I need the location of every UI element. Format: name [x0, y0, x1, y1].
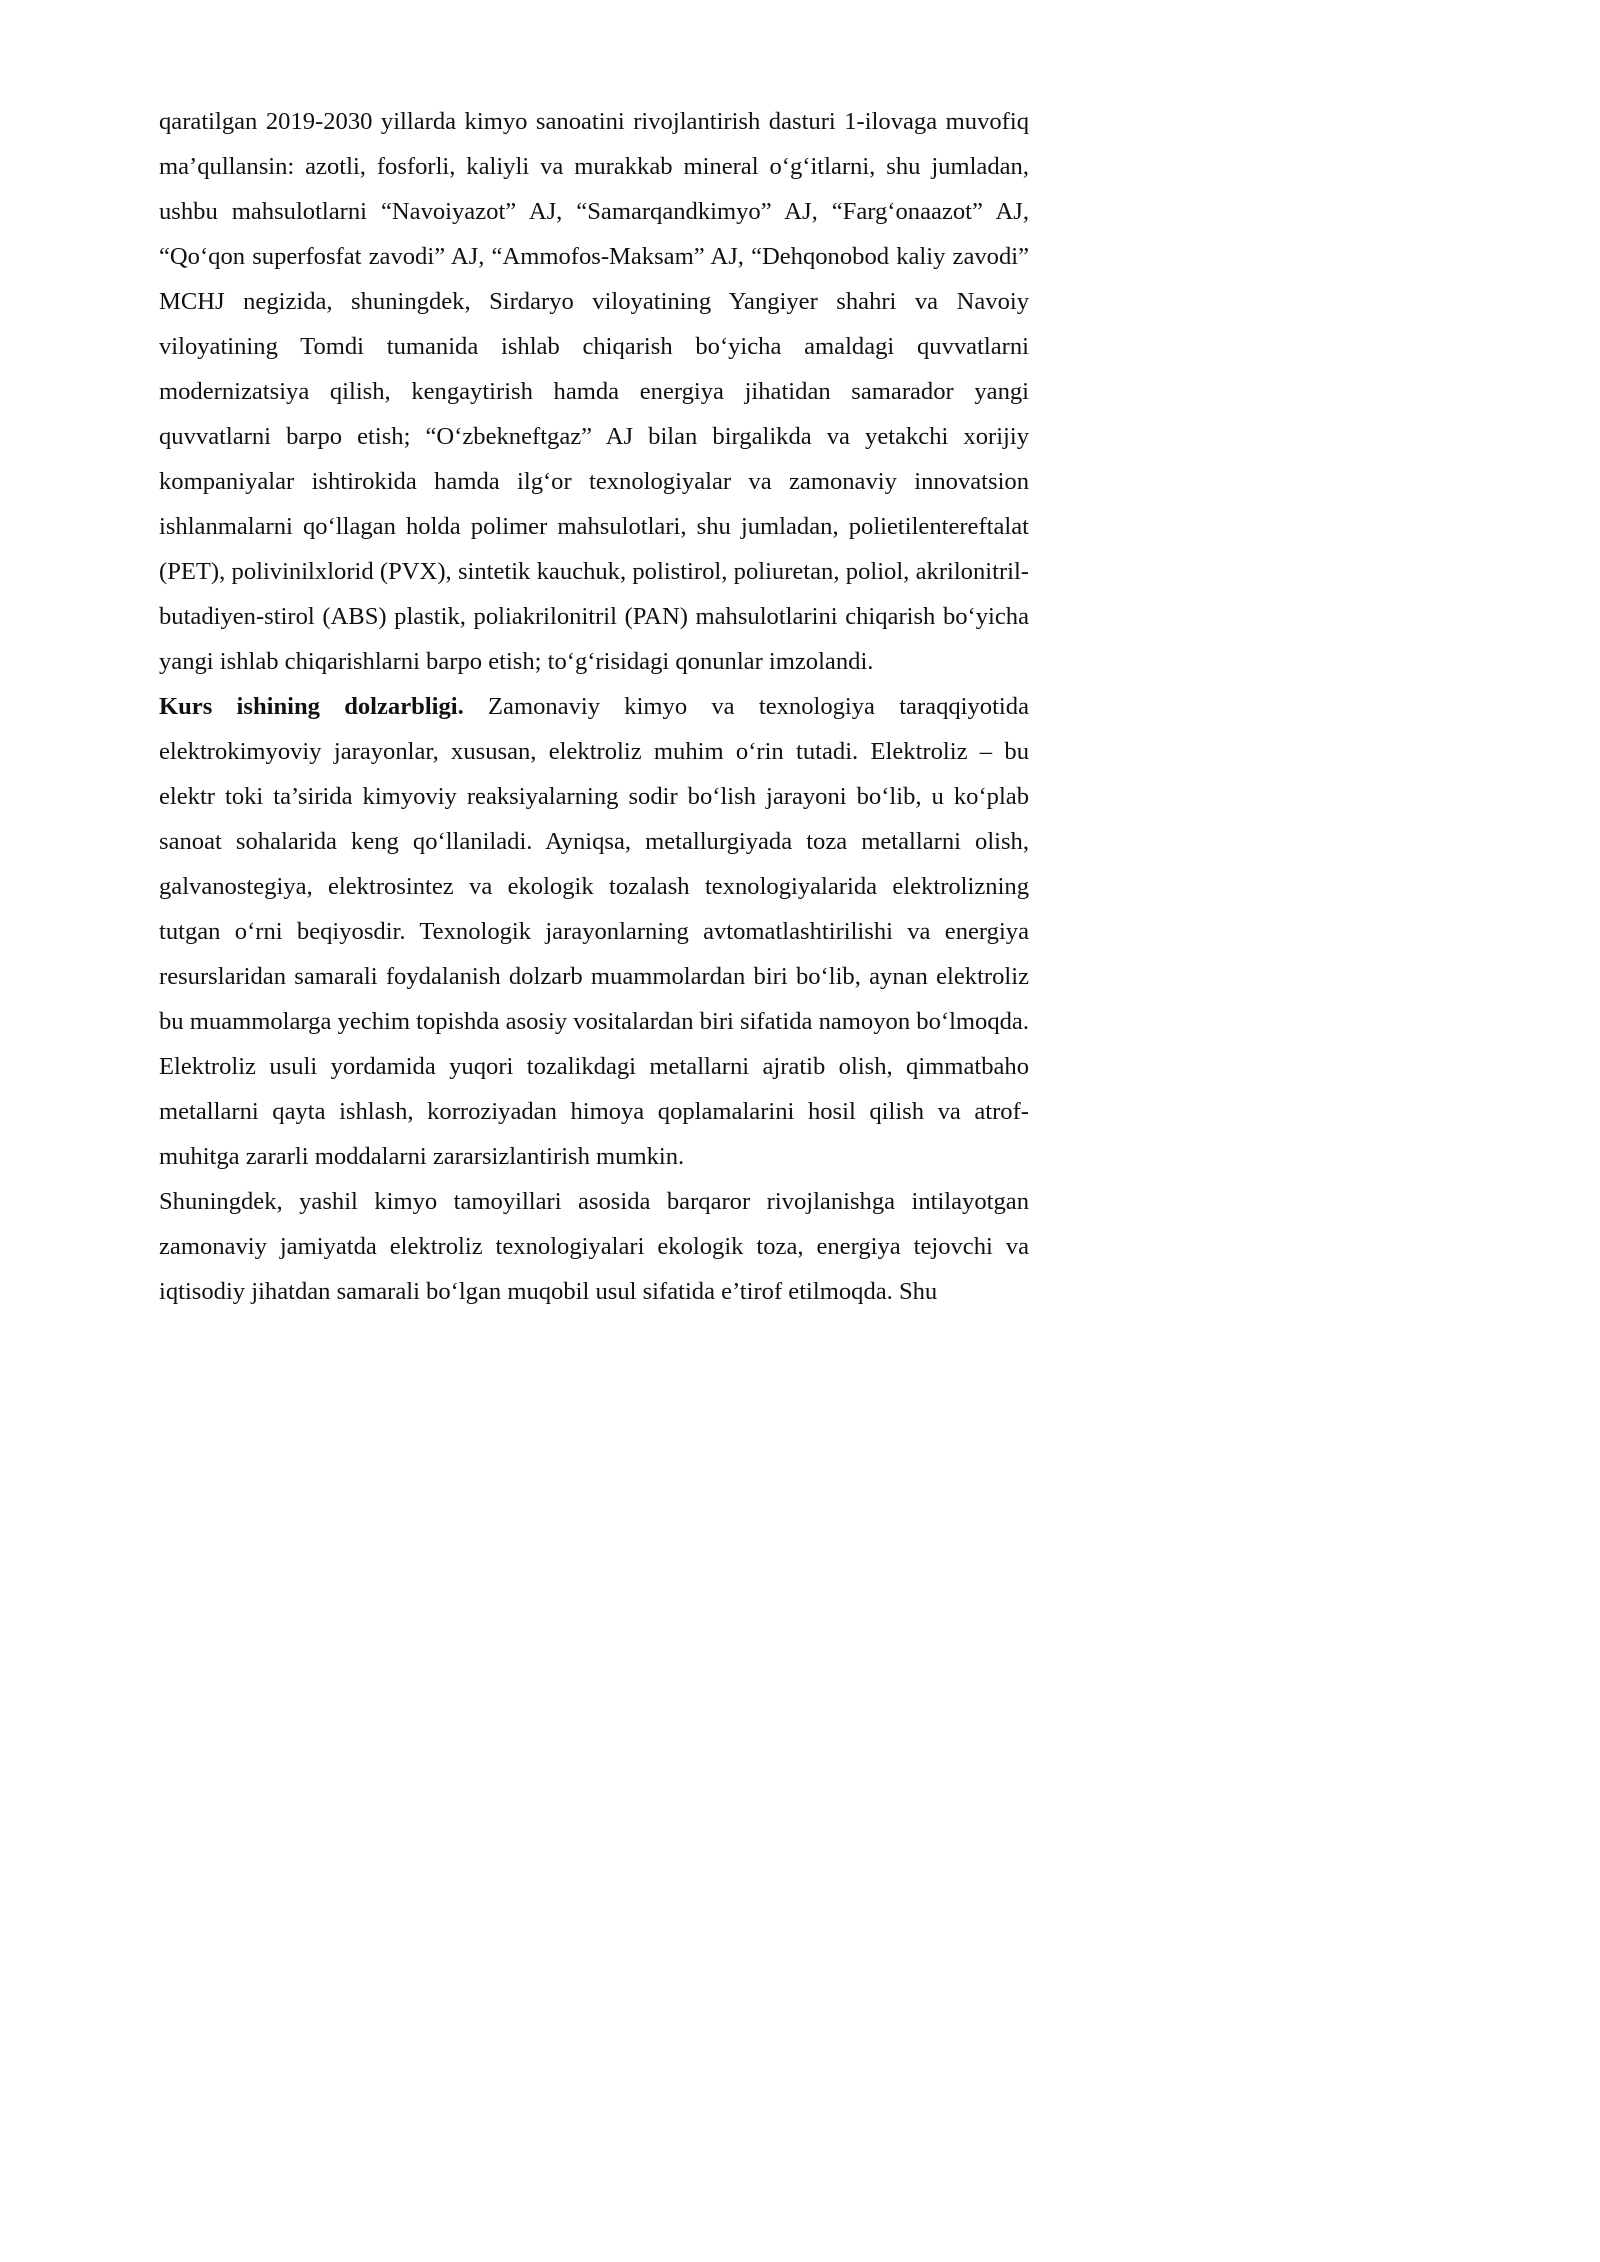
paragraph-text: Zamonaviy kimyo va texnologiya taraqqiyotida elektrokimyoviy jarayonlar, xususan, elektroliz muhim o‘rin tutadi. Elektroliz – bu elektr toki ta’sirida kimyoviy reaksiyalarning sodir bo‘lish jarayoni bo‘lib, u ko‘plab sanoat sohalarida keng qo‘llaniladi. Ayniqsa, metallurgiyada toza metallarni olish, galvanostegiya, elektrosintez va ekologik tozalash texnologiyalarida elektrolizning tutgan o‘rni beqiyosdir. Texnologik jarayonlarning avtomatlashtirilishi va energiya resurslaridan samarali foydalanish dolzarb muammolardan biri bo‘lib, aynan elektroliz bu muammolarga yechim topishda asosiy vositalardan biri sifatida namoyon bo‘lmoqda. Elektroliz usuli yordamida yuqori tozalikdagi metallarni ajratib olish, qimmatbaho metallarni qayta ishlash, korroziyadan himoya qoplamalarini hosil qilish va atrof-muhitga zararli moddalarni zararsizlantirish mumkin.: [159, 693, 1029, 1170]
document-page: [0, 0, 1109, 1568]
body-text: [159, 99, 1029, 1314]
section-heading: Kurs ishining dolzarbligi.: [159, 693, 464, 720]
paragraph-text: qaratilgan 2019-2030 yillarda kimyo sanoatini rivojlantirish dasturi 1-ilovaga muvofiq ma’qullansin: azotli, fosforli, kaliyli va murakkab mineral o‘g‘itlarni, shu jumladan, ushbu mahsulotlarni “Navoiyazot” AJ, “Samarqandkimyo” AJ, “Farg‘onaazot” AJ, “Qo‘qon superfosfat zavodi” AJ, “Ammofos-Maksam” AJ, “Dehqonobod kaliy zavodi” MCHJ negizida, shuningdek, Sirdaryo viloyatining Yangiyer shahri va Navoiy viloyatining Tomdi tumanida ishlab chiqarish bo‘yicha amaldagi quvvatlarni modernizatsiya qilish, kengaytirish hamda energiya jihatidan samarador yangi quvvatlarni barpo etish; “O‘zbekneftgaz” AJ bilan birgalikda va yetakchi xorijiy kompaniyalar ishtirokida hamda ilg‘or texnologiyalar va zamonaviy innovatsion ishlanmalarni qo‘llagan holda polimer mahsulotlari, shu jumladan, polietilentereftalat (PET), polivinilxlorid (PVX), sintetik kauchuk, polistirol, poliuretan, poliol, akrilonitril-butadiyen-stirol (ABS) plastik, poliakrilonitril (PAN) mahsulotlarini chiqarish bo‘yicha yangi ishlab chiqarishlarni barpo etish; to‘g‘risidagi qonunlar imzolandi.: [159, 108, 1029, 675]
paragraph-decree: [159, 99, 1029, 684]
paragraph-relevance: [159, 684, 1029, 1179]
paragraph-green-chemistry: [159, 1179, 1029, 1314]
paragraph-text: Shuningdek, yashil kimyo tamoyillari asosida barqaror rivojlanishga intilayotgan zamonaviy jamiyatda elektroliz texnologiyalari ekologik toza, energiya tejovchi va iqtisodiy jihatdan samarali bo‘lgan muqobil usul sifatida e’tirof etilmoqda. Shu: [159, 1188, 1029, 1305]
